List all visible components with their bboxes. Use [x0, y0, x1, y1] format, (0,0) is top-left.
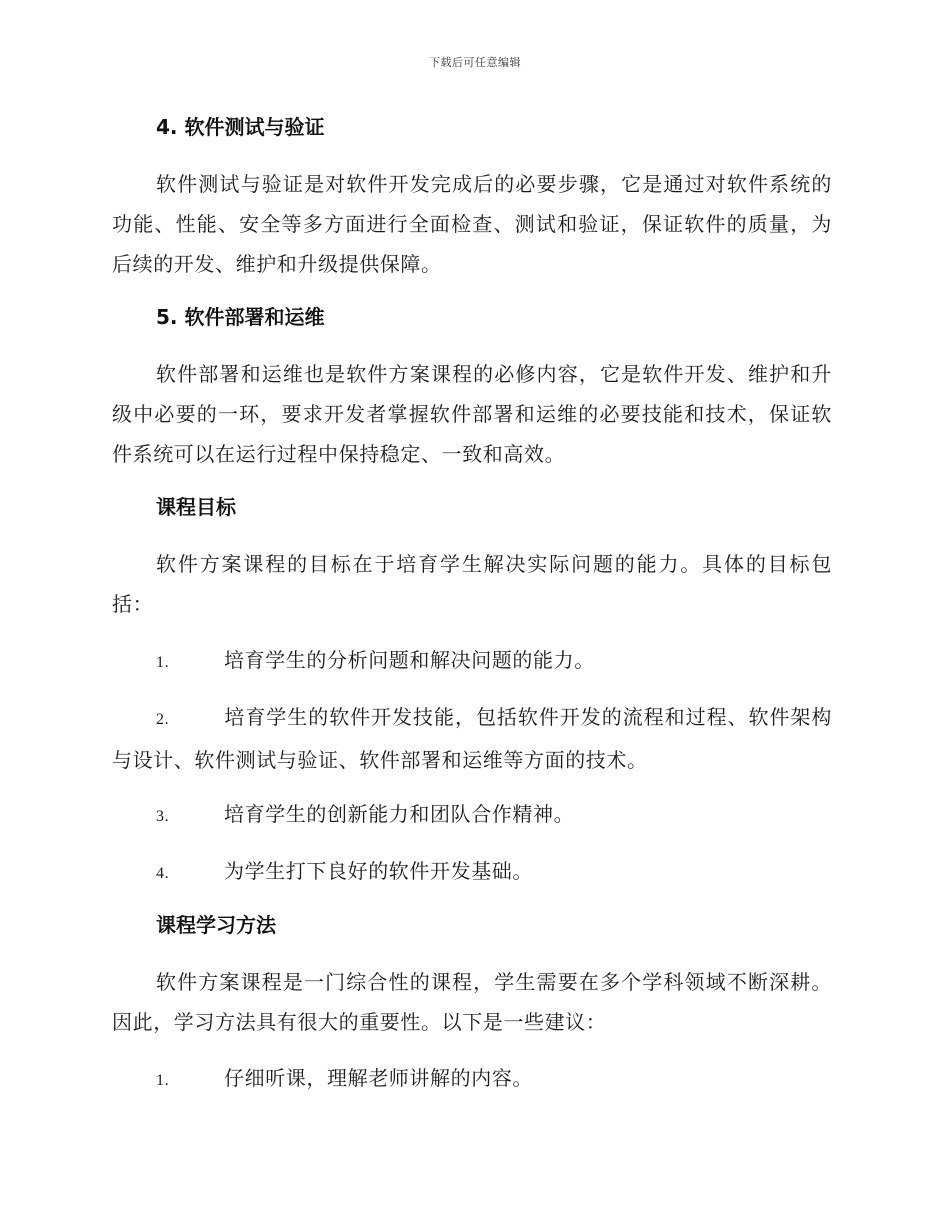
list-item [112, 697, 832, 780]
section-heading-goals: 课程目标 [156, 495, 236, 519]
list-item-text: 培育学生的分析问题和解决问题的能力。 [224, 648, 595, 672]
paragraph-testing: 软件测试与验证是对软件开发完成后的必要步骤，它是通过对软件系统的功能、性能、安全等多方面进行全面检查、测试和验证，保证软件的质量，为后续的开发、维护和升级提供保障。 [112, 172, 832, 276]
list-item-text: 仔细听课，理解老师讲解的内容。 [224, 1066, 533, 1090]
list-item-text: 为学生打下良好的软件开发基础。 [224, 859, 533, 883]
list-item [112, 794, 832, 837]
document-body [112, 110, 832, 1115]
page-header: 下载后可任意编辑 [429, 56, 521, 69]
list-item-text: 培育学生的软件开发技能，包括软件开发的流程和过程、软件架构与设计、软件测试与验证、软件部署和运维等方面的技术。 [112, 705, 832, 772]
list-number: 1. [156, 654, 170, 671]
section-heading-deployment: 5. 软件部署和运维 [156, 305, 325, 329]
paragraph-methods-intro: 软件方案课程是一门综合性的课程，学生需要在多个学科领域不断深耕。因此，学习方法具有很大的重要性。以下是一些建议： [112, 970, 832, 1034]
list-number: 1. [156, 1072, 170, 1089]
section-heading-testing: 4. 软件测试与验证 [156, 115, 325, 139]
list-number: 2. [156, 711, 170, 728]
list-number: 3. [156, 808, 170, 825]
paragraph-deployment: 软件部署和运维也是软件方案课程的必修内容，它是软件开发、维护和升级中必要的一环，要求开发者掌握软件部署和运维的必要技能和技术，保证软件系统可以在运行过程中保持稳定、一致和高效。 [112, 362, 832, 466]
list-item [112, 1058, 832, 1101]
list-number: 4. [156, 865, 170, 882]
list-item-text: 培育学生的创新能力和团队合作精神。 [224, 802, 575, 826]
section-heading-methods: 课程学习方法 [156, 913, 276, 937]
paragraph-goals-intro: 软件方案课程的目标在于培育学生解决实际问题的能力。具体的目标包括： [112, 552, 832, 616]
list-item [112, 851, 832, 894]
list-item [112, 640, 832, 683]
